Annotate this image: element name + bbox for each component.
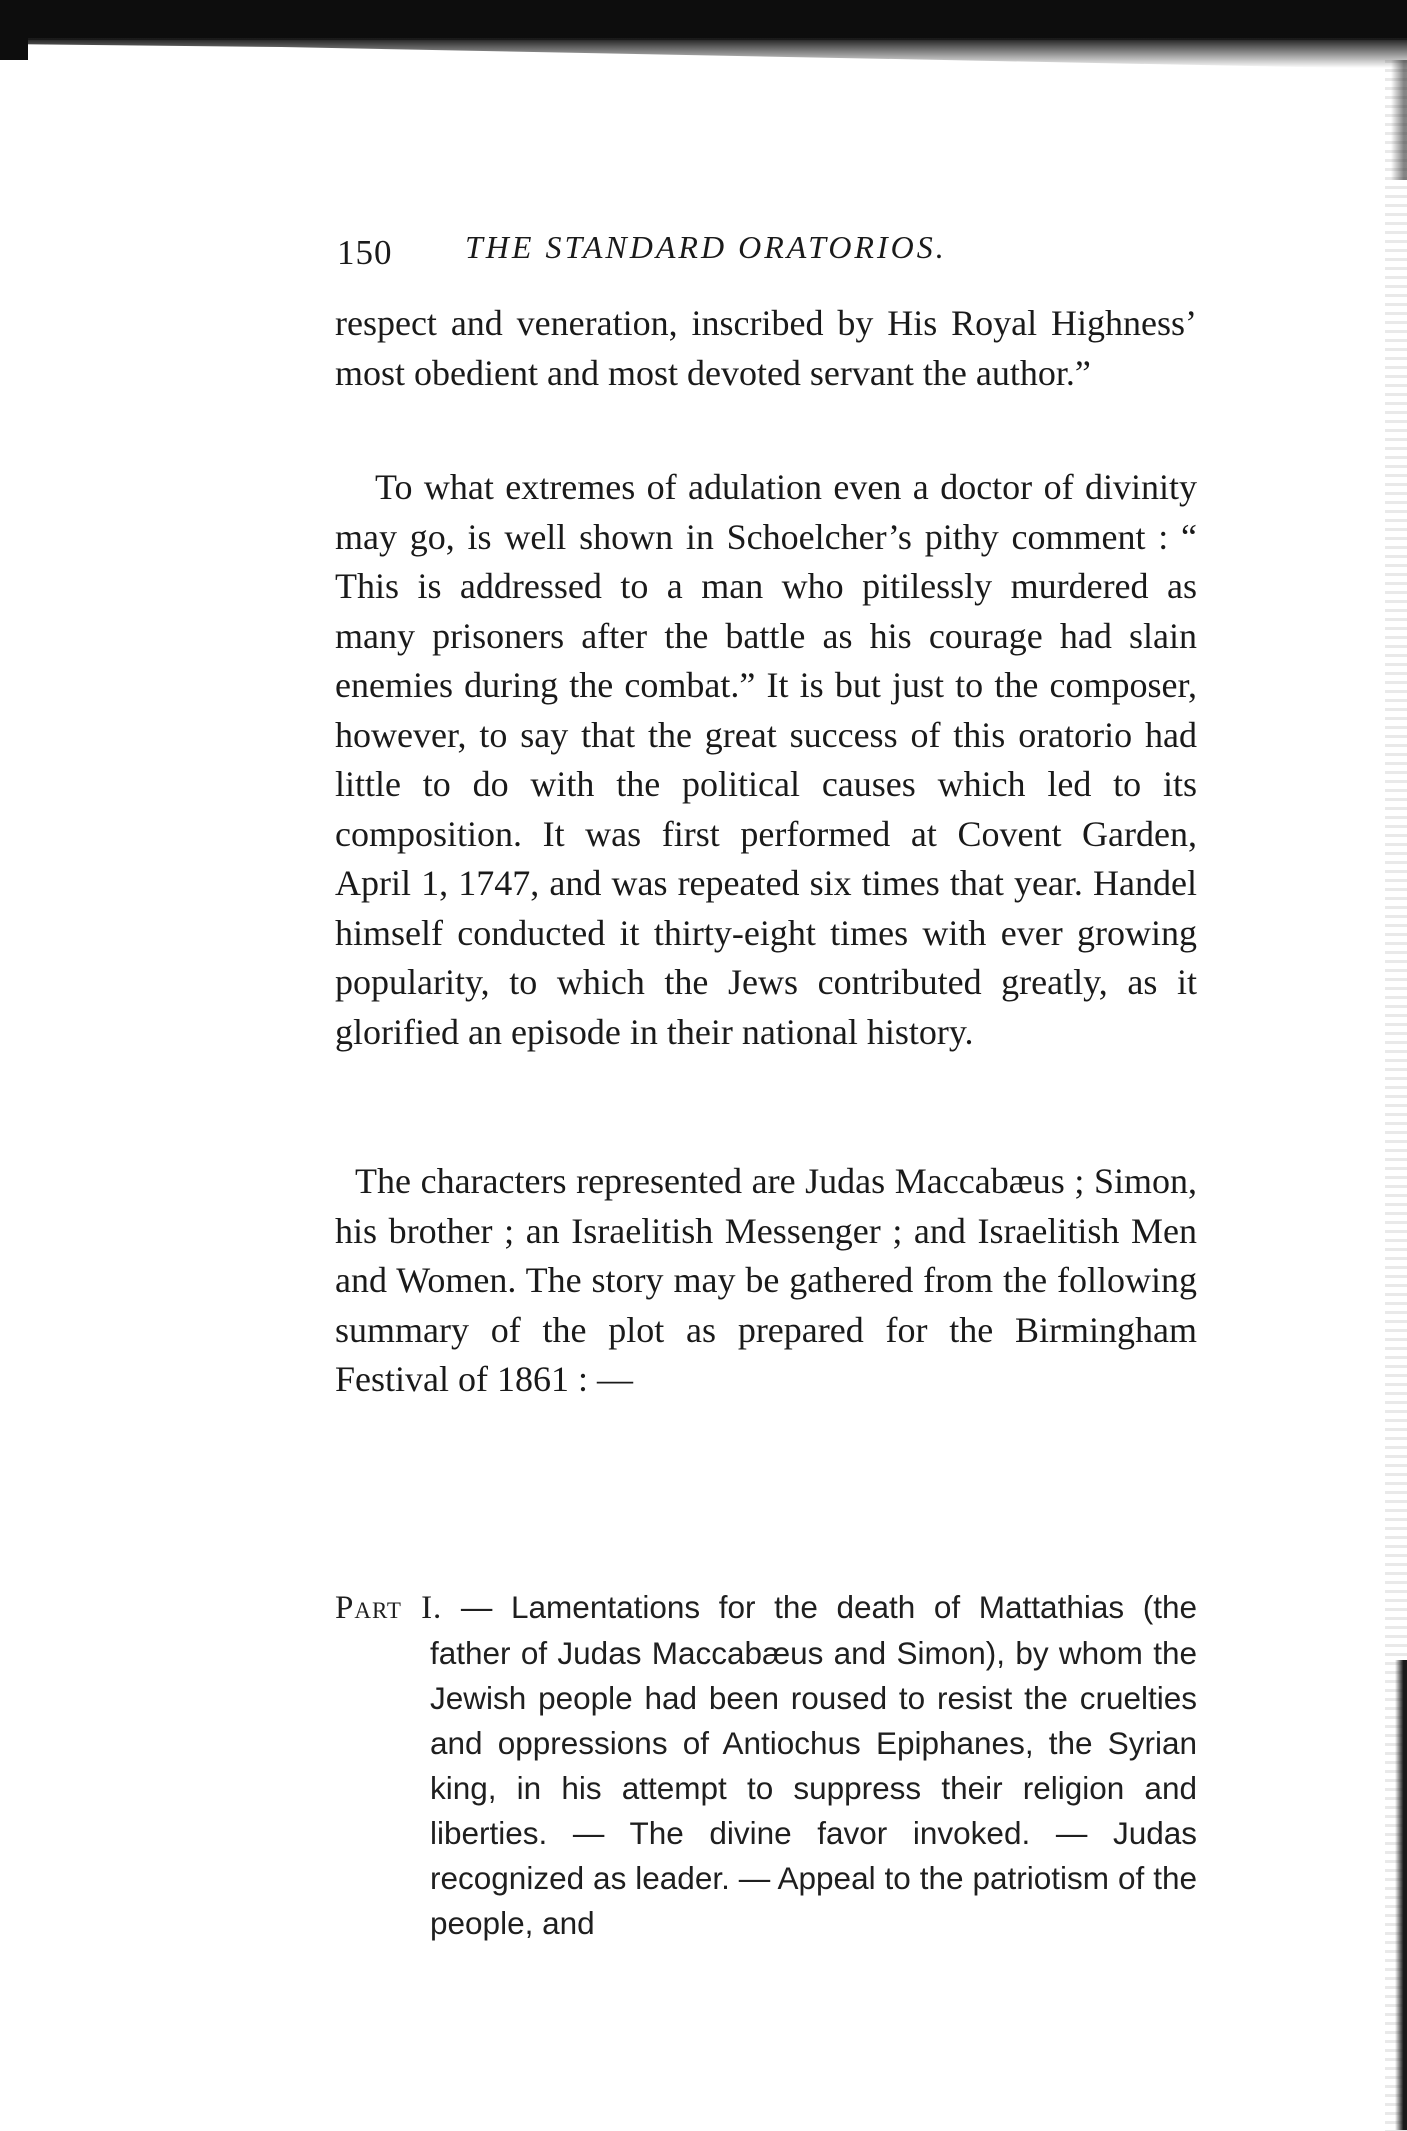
paragraph-characters: The characters represented are Judas Maccabæus ; Simon, his brother ; an Israelitish Messenger ; and Israelitish Men and Women. The story may be gathered from the following summary of the plot as prepared for the Birmingham Festival of 1861 : — [335,1161,1197,1399]
running-title: THE STANDARD ORATORIOS. [465,229,947,265]
paragraph-continuation: respect and veneration, inscribed by His Royal Highness’ most obedient and most devoted servant the author.” [335,303,1197,393]
page-number: 150 [337,233,393,272]
part-label: Part I. [335,1590,443,1626]
summary-part-one [335,1585,1197,1946]
scan-top-shadow [0,38,1407,68]
summary-text: — Lamentations for the death of Mattathias (the father of Judas Maccabæus and Simon), by whom the Jewish people had been roused to resist the cruelties and oppressions of Antiochus Epiphanes, the Syrian king, in his attempt to suppress their religion and liberties. — The divine favor invoked. — Judas recognized as leader. — Appeal to the patriotism of the people, and [430,1589,1197,1941]
scan-right-edge-top [1391,60,1407,180]
scan-right-edge-bottom [1395,1660,1407,2130]
scan-top-border [0,0,1407,40]
paragraph-adulation: To what extremes of adulation even a doctor of divinity may go, is well shown in Schoelcher’s pithy comment : “ This is addressed to a man who pitilessly murdered as many prisoners after the battle as his courage had slain enemies during the combat.” It is but just to the composer, however, to say that the great success of this oratorio had little to do with the political causes which led to its composition. It was first performed at Covent Garden, April 1, 1747, and was repeated six times that year. Handel himself conducted it thirty-eight times with ever growing popularity, to which the Jews contributed greatly, as it glorified an episode in their national history. [335,467,1197,1052]
running-head [337,222,1197,272]
scan-left-corner [0,0,28,60]
